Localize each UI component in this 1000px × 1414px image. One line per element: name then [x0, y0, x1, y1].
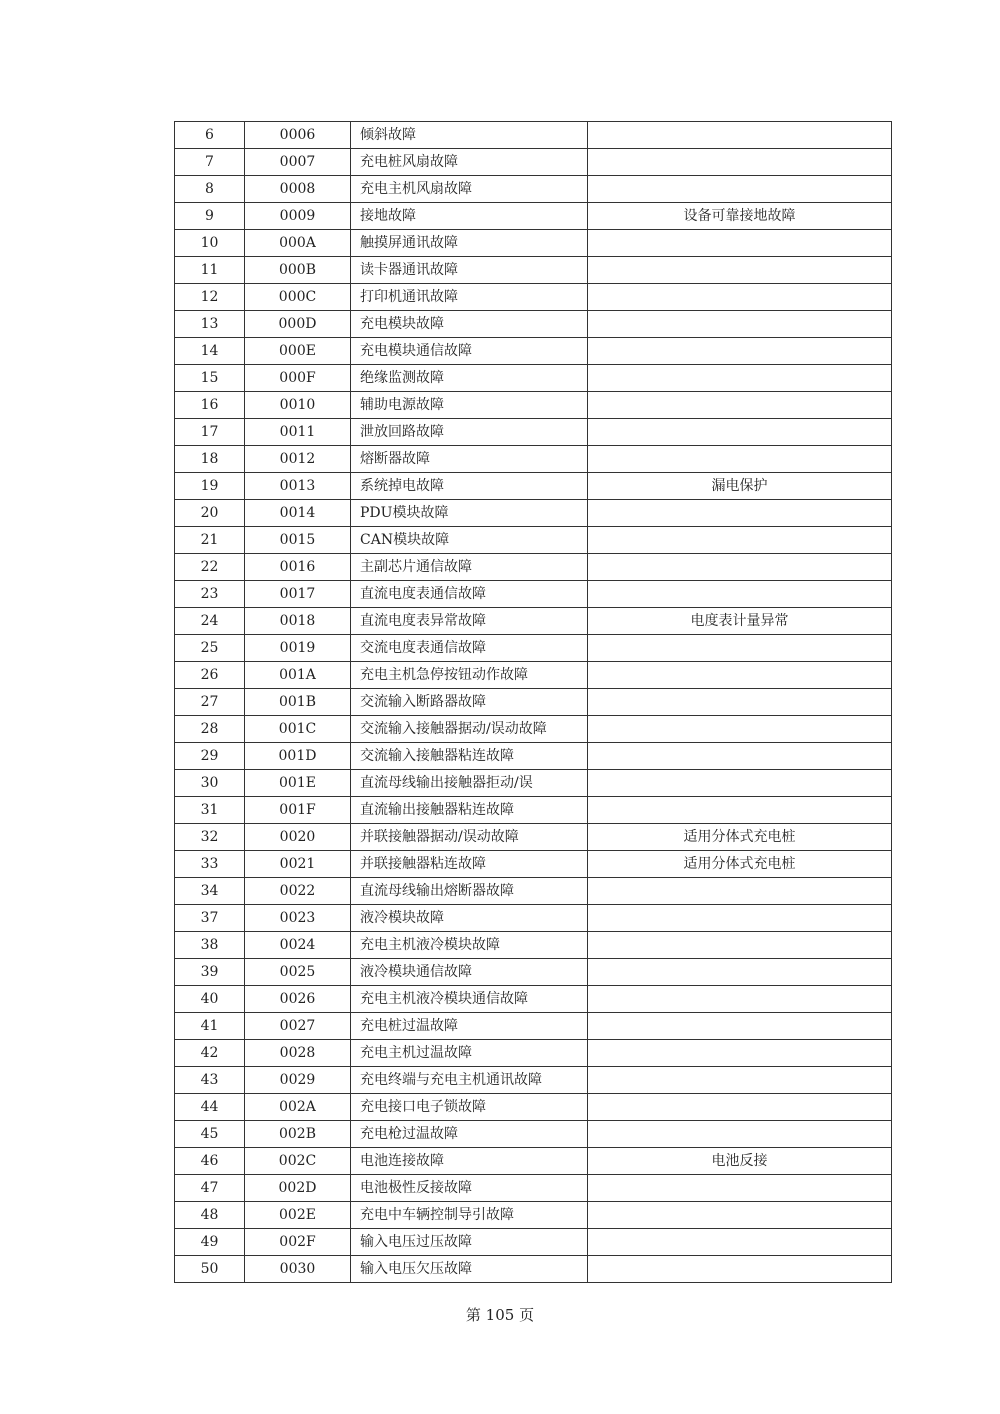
remark-cell: [588, 1175, 892, 1202]
row-number-cell: 13: [175, 311, 245, 338]
table-row: [175, 419, 892, 446]
fault-description-cell: 充电桩过温故障: [351, 1013, 588, 1040]
fault-description-cell: 熔断器故障: [351, 446, 588, 473]
table-row: [175, 311, 892, 338]
fault-code-cell: 001C: [245, 716, 351, 743]
remark-cell: [588, 1256, 892, 1283]
remark-cell: [588, 1121, 892, 1148]
row-number-cell: 23: [175, 581, 245, 608]
fault-description-cell: 充电主机液冷模块通信故障: [351, 986, 588, 1013]
remark-cell: [588, 581, 892, 608]
fault-description-cell: 充电模块通信故障: [351, 338, 588, 365]
fault-code-cell: 0025: [245, 959, 351, 986]
row-number-cell: 47: [175, 1175, 245, 1202]
fault-code-cell: 001A: [245, 662, 351, 689]
row-number-cell: 17: [175, 419, 245, 446]
fault-description-cell: 倾斜故障: [351, 122, 588, 149]
row-number-cell: 42: [175, 1040, 245, 1067]
fault-code-cell: 000A: [245, 230, 351, 257]
fault-code-cell: 001E: [245, 770, 351, 797]
remark-cell: 漏电保护: [588, 473, 892, 500]
table-row: [175, 662, 892, 689]
table-row: [175, 716, 892, 743]
fault-code-cell: 0006: [245, 122, 351, 149]
fault-description-cell: 直流输出接触器粘连故障: [351, 797, 588, 824]
row-number-cell: 26: [175, 662, 245, 689]
table-row: [175, 1229, 892, 1256]
remark-cell: [588, 770, 892, 797]
fault-description-cell: 泄放回路故障: [351, 419, 588, 446]
remark-cell: [588, 1013, 892, 1040]
fault-code-table: [174, 121, 892, 1283]
table-row: [175, 878, 892, 905]
fault-code-cell: 0014: [245, 500, 351, 527]
fault-code-cell: 0013: [245, 473, 351, 500]
row-number-cell: 32: [175, 824, 245, 851]
row-number-cell: 21: [175, 527, 245, 554]
table-row: [175, 905, 892, 932]
table-row: [175, 473, 892, 500]
fault-code-cell: 002D: [245, 1175, 351, 1202]
fault-description-cell: 充电桩风扇故障: [351, 149, 588, 176]
remark-cell: [588, 176, 892, 203]
remark-cell: [588, 716, 892, 743]
fault-code-cell: 0017: [245, 581, 351, 608]
remark-cell: [588, 1202, 892, 1229]
fault-table-body: [175, 122, 892, 1283]
fault-description-cell: 并联接触器粘连故障: [351, 851, 588, 878]
fault-description-cell: 交流输入接触器据动/误动故障: [351, 716, 588, 743]
table-row: [175, 284, 892, 311]
fault-code-cell: 0016: [245, 554, 351, 581]
fault-description-cell: 系统掉电故障: [351, 473, 588, 500]
table-row: [175, 1256, 892, 1283]
fault-description-cell: 充电主机液冷模块故障: [351, 932, 588, 959]
fault-code-cell: 0022: [245, 878, 351, 905]
fault-code-cell: 000C: [245, 284, 351, 311]
fault-code-cell: 0029: [245, 1067, 351, 1094]
fault-code-cell: 0026: [245, 986, 351, 1013]
row-number-cell: 37: [175, 905, 245, 932]
table-row: [175, 959, 892, 986]
fault-code-cell: 0024: [245, 932, 351, 959]
remark-cell: [588, 419, 892, 446]
fault-code-cell: 0028: [245, 1040, 351, 1067]
remark-cell: 电度表计量异常: [588, 608, 892, 635]
fault-description-cell: 电池连接故障: [351, 1148, 588, 1175]
row-number-cell: 50: [175, 1256, 245, 1283]
fault-description-cell: 并联接触器据动/误动故障: [351, 824, 588, 851]
remark-cell: [588, 1094, 892, 1121]
remark-cell: [588, 392, 892, 419]
row-number-cell: 34: [175, 878, 245, 905]
row-number-cell: 20: [175, 500, 245, 527]
fault-code-cell: 0010: [245, 392, 351, 419]
remark-cell: [588, 311, 892, 338]
fault-description-cell: 充电模块故障: [351, 311, 588, 338]
remark-cell: [588, 986, 892, 1013]
fault-code-cell: 0030: [245, 1256, 351, 1283]
fault-code-cell: 0012: [245, 446, 351, 473]
fault-code-cell: 000B: [245, 257, 351, 284]
row-number-cell: 49: [175, 1229, 245, 1256]
row-number-cell: 22: [175, 554, 245, 581]
fault-code-cell: 001F: [245, 797, 351, 824]
row-number-cell: 18: [175, 446, 245, 473]
fault-description-cell: 辅助电源故障: [351, 392, 588, 419]
row-number-cell: 11: [175, 257, 245, 284]
fault-code-cell: 0027: [245, 1013, 351, 1040]
table-row: [175, 500, 892, 527]
fault-description-cell: 输入电压欠压故障: [351, 1256, 588, 1283]
fault-description-cell: 充电终端与充电主机通讯故障: [351, 1067, 588, 1094]
table-row: [175, 257, 892, 284]
row-number-cell: 39: [175, 959, 245, 986]
remark-cell: [588, 959, 892, 986]
row-number-cell: 43: [175, 1067, 245, 1094]
fault-code-cell: 0015: [245, 527, 351, 554]
remark-cell: [588, 878, 892, 905]
remark-cell: 设备可靠接地故障: [588, 203, 892, 230]
table-row: [175, 635, 892, 662]
table-row: [175, 743, 892, 770]
table-row: [175, 446, 892, 473]
fault-description-cell: 充电接口电子锁故障: [351, 1094, 588, 1121]
fault-code-cell: 001D: [245, 743, 351, 770]
fault-description-cell: PDU模块故障: [351, 500, 588, 527]
table-row: [175, 770, 892, 797]
row-number-cell: 16: [175, 392, 245, 419]
remark-cell: [588, 797, 892, 824]
remark-cell: 适用分体式充电桩: [588, 851, 892, 878]
fault-description-cell: 接地故障: [351, 203, 588, 230]
remark-cell: [588, 149, 892, 176]
remark-cell: [588, 500, 892, 527]
fault-code-cell: 0023: [245, 905, 351, 932]
row-number-cell: 12: [175, 284, 245, 311]
fault-code-cell: 000D: [245, 311, 351, 338]
fault-description-cell: 充电枪过温故障: [351, 1121, 588, 1148]
fault-code-cell: 002C: [245, 1148, 351, 1175]
row-number-cell: 24: [175, 608, 245, 635]
row-number-cell: 7: [175, 149, 245, 176]
remark-cell: [588, 662, 892, 689]
row-number-cell: 9: [175, 203, 245, 230]
fault-code-cell: 001B: [245, 689, 351, 716]
row-number-cell: 40: [175, 986, 245, 1013]
row-number-cell: 29: [175, 743, 245, 770]
fault-code-cell: 0018: [245, 608, 351, 635]
fault-description-cell: 读卡器通讯故障: [351, 257, 588, 284]
remark-cell: [588, 743, 892, 770]
fault-description-cell: 绝缘监测故障: [351, 365, 588, 392]
remark-cell: [588, 905, 892, 932]
row-number-cell: 33: [175, 851, 245, 878]
table-row: [175, 1121, 892, 1148]
table-row: [175, 554, 892, 581]
row-number-cell: 15: [175, 365, 245, 392]
table-row: [175, 1067, 892, 1094]
table-row: [175, 1148, 892, 1175]
remark-cell: [588, 365, 892, 392]
row-number-cell: 14: [175, 338, 245, 365]
fault-description-cell: 直流电度表异常故障: [351, 608, 588, 635]
fault-code-cell: 0020: [245, 824, 351, 851]
row-number-cell: 46: [175, 1148, 245, 1175]
row-number-cell: 25: [175, 635, 245, 662]
fault-description-cell: 液冷模块故障: [351, 905, 588, 932]
fault-description-cell: 直流母线输出熔断器故障: [351, 878, 588, 905]
row-number-cell: 38: [175, 932, 245, 959]
fault-description-cell: 交流输入断路器故障: [351, 689, 588, 716]
row-number-cell: 10: [175, 230, 245, 257]
row-number-cell: 30: [175, 770, 245, 797]
fault-description-cell: 充电中车辆控制导引故障: [351, 1202, 588, 1229]
table-row: [175, 203, 892, 230]
remark-cell: [588, 1040, 892, 1067]
table-row: [175, 392, 892, 419]
fault-description-cell: 充电主机急停按钮动作故障: [351, 662, 588, 689]
remark-cell: [588, 1067, 892, 1094]
fault-code-cell: 000E: [245, 338, 351, 365]
table-row: [175, 608, 892, 635]
remark-cell: [588, 284, 892, 311]
remark-cell: 适用分体式充电桩: [588, 824, 892, 851]
row-number-cell: 44: [175, 1094, 245, 1121]
table-row: [175, 1175, 892, 1202]
fault-description-cell: 充电主机风扇故障: [351, 176, 588, 203]
remark-cell: [588, 257, 892, 284]
row-number-cell: 19: [175, 473, 245, 500]
row-number-cell: 41: [175, 1013, 245, 1040]
remark-cell: [588, 932, 892, 959]
fault-code-cell: 000F: [245, 365, 351, 392]
row-number-cell: 45: [175, 1121, 245, 1148]
fault-description-cell: 充电主机过温故障: [351, 1040, 588, 1067]
row-number-cell: 8: [175, 176, 245, 203]
row-number-cell: 27: [175, 689, 245, 716]
fault-code-cell: 0009: [245, 203, 351, 230]
fault-description-cell: 主副芯片通信故障: [351, 554, 588, 581]
fault-description-cell: 输入电压过压故障: [351, 1229, 588, 1256]
table-row: [175, 365, 892, 392]
fault-description-cell: 液冷模块通信故障: [351, 959, 588, 986]
fault-code-cell: 0019: [245, 635, 351, 662]
remark-cell: [588, 122, 892, 149]
page-number: 第 105 页: [465, 1306, 535, 1324]
fault-code-cell: 0008: [245, 176, 351, 203]
row-number-cell: 6: [175, 122, 245, 149]
remark-cell: [588, 635, 892, 662]
fault-code-cell: 002A: [245, 1094, 351, 1121]
table-row: [175, 176, 892, 203]
table-row: [175, 338, 892, 365]
row-number-cell: 48: [175, 1202, 245, 1229]
row-number-cell: 28: [175, 716, 245, 743]
fault-description-cell: 交流输入接触器粘连故障: [351, 743, 588, 770]
table-row: [175, 122, 892, 149]
table-row: [175, 1040, 892, 1067]
fault-code-cell: 002E: [245, 1202, 351, 1229]
fault-description-cell: 直流母线输出接触器拒动/误: [351, 770, 588, 797]
remark-cell: [588, 689, 892, 716]
fault-description-cell: CAN模块故障: [351, 527, 588, 554]
fault-code-cell: 002F: [245, 1229, 351, 1256]
remark-cell: [588, 527, 892, 554]
fault-code-cell: 0011: [245, 419, 351, 446]
table-row: [175, 689, 892, 716]
fault-description-cell: 打印机通讯故障: [351, 284, 588, 311]
table-row: [175, 230, 892, 257]
table-row: [175, 1094, 892, 1121]
table-row: [175, 932, 892, 959]
table-row: [175, 986, 892, 1013]
fault-description-cell: 交流电度表通信故障: [351, 635, 588, 662]
remark-cell: 电池反接: [588, 1148, 892, 1175]
table-row: [175, 581, 892, 608]
fault-code-cell: 0007: [245, 149, 351, 176]
fault-code-cell: 002B: [245, 1121, 351, 1148]
remark-cell: [588, 338, 892, 365]
fault-code-cell: 0021: [245, 851, 351, 878]
table-row: [175, 797, 892, 824]
table-row: [175, 1202, 892, 1229]
fault-description-cell: 触摸屏通讯故障: [351, 230, 588, 257]
table-row: [175, 527, 892, 554]
fault-description-cell: 电池极性反接故障: [351, 1175, 588, 1202]
table-row: [175, 1013, 892, 1040]
remark-cell: [588, 1229, 892, 1256]
fault-description-cell: 直流电度表通信故障: [351, 581, 588, 608]
remark-cell: [588, 446, 892, 473]
row-number-cell: 31: [175, 797, 245, 824]
table-row: [175, 824, 892, 851]
remark-cell: [588, 230, 892, 257]
table-row: [175, 149, 892, 176]
table-row: [175, 851, 892, 878]
remark-cell: [588, 554, 892, 581]
